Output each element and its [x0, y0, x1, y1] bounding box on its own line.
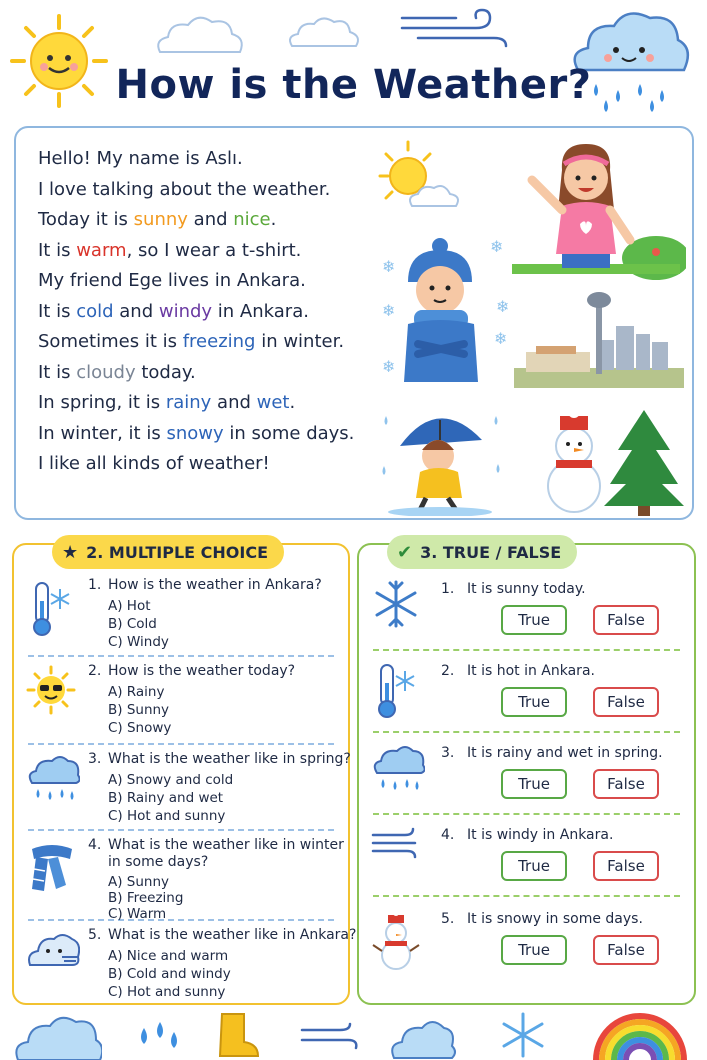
- false-button[interactable]: False: [593, 935, 659, 965]
- wind-icon: [371, 825, 421, 861]
- true-false-panel: [357, 543, 696, 1005]
- question-number: 5.: [88, 927, 102, 943]
- weather-keyword: cloudy: [76, 361, 136, 383]
- story-text-segment: I like all kinds of weather!: [38, 453, 270, 474]
- question-divider: [28, 829, 334, 831]
- true-button[interactable]: True: [501, 935, 567, 965]
- true-false-heading: [387, 535, 577, 569]
- story-text-segment: I love talking about the weather.: [38, 178, 331, 200]
- question-divider: [28, 919, 334, 921]
- answer-option[interactable]: A) Hot: [108, 598, 151, 614]
- snowflake-icon: [498, 1010, 548, 1060]
- story-line: [38, 297, 354, 328]
- story-text-segment: and: [211, 392, 257, 413]
- statement-divider: [373, 895, 680, 897]
- girl-waving-illustration: [506, 140, 686, 280]
- story-text-segment: In winter, it is: [38, 422, 167, 444]
- question-text: [108, 927, 356, 944]
- answer-option[interactable]: C) Hot and sunny: [108, 808, 226, 824]
- story-text-segment: in some days.: [223, 422, 355, 444]
- cloud-icon: [150, 10, 250, 60]
- weather-keyword: wet: [256, 392, 290, 413]
- story-line: [38, 419, 354, 450]
- story-panel: [14, 126, 694, 520]
- rain-cloud-icon: [371, 743, 425, 793]
- weather-keyword: freezing: [182, 331, 256, 352]
- story-line: [38, 327, 354, 358]
- girl-umbrella-illustration: [378, 396, 508, 516]
- story-text-segment: .: [270, 209, 277, 230]
- answer-option[interactable]: B) Rainy and wet: [108, 790, 224, 806]
- story-text-segment: in winter.: [255, 331, 345, 352]
- mc-question: [14, 749, 351, 829]
- svg-text:❄: ❄: [382, 301, 396, 320]
- svg-text:❄: ❄: [490, 237, 504, 256]
- statement-number: 5.: [441, 911, 455, 927]
- page-title: How is the Weather?: [115, 62, 592, 108]
- story-text-segment: It is: [38, 361, 77, 383]
- question-text: [108, 663, 295, 680]
- boy-winter-illustration: [378, 232, 518, 392]
- statement-number: 4.: [441, 827, 455, 843]
- wind-icon: [398, 4, 518, 54]
- multiple-choice-heading: [52, 535, 284, 569]
- tf-statement: [359, 659, 694, 729]
- story-line: [38, 388, 354, 419]
- answer-option[interactable]: B) Cold: [108, 616, 157, 632]
- question-text-line: What is the weather like in spring?: [108, 751, 351, 767]
- story-text-segment: It is: [38, 239, 77, 261]
- story-text-segment: It is: [38, 300, 77, 322]
- story-text-segment: Hello! My name is Aslı.: [38, 148, 243, 169]
- snowman-icon: [371, 909, 421, 971]
- story-text-segment: .: [289, 392, 296, 413]
- answer-option[interactable]: C) Hot and sunny: [108, 984, 226, 1000]
- story-text-segment: , so I wear a t-shirt.: [126, 239, 302, 261]
- story-text: [38, 144, 354, 480]
- heading-label: 3. TRUE / FALSE: [420, 542, 562, 562]
- statement-text: It is windy in Ankara.: [467, 827, 614, 843]
- story-text-segment: My friend Ege lives in Ankara.: [38, 270, 306, 291]
- statement-number: 2.: [441, 663, 455, 679]
- question-text-line: What is the weather like in winter: [108, 837, 344, 853]
- statement-text: It is sunny today.: [467, 581, 586, 597]
- svg-text:❄: ❄: [382, 357, 396, 376]
- svg-text:❄: ❄: [496, 297, 510, 316]
- answer-option[interactable]: B) Freezing: [108, 890, 184, 906]
- statement-text: It is snowy in some days.: [467, 911, 643, 927]
- story-line: [38, 358, 354, 389]
- question-divider: [28, 743, 334, 745]
- cloud-icon: [388, 1014, 458, 1060]
- tf-statement: [359, 741, 694, 811]
- question-text: [108, 837, 344, 871]
- cloud-icon: [12, 1010, 102, 1060]
- question-divider: [28, 655, 334, 657]
- mc-question: [14, 661, 348, 741]
- weather-keyword: warm: [76, 239, 127, 261]
- checkmark-icon: ✔: [397, 541, 413, 563]
- weather-keyword: cold: [76, 300, 114, 322]
- ankara-city-illustration: [506, 286, 692, 396]
- story-line: [38, 175, 354, 206]
- question-text-line: How is the weather in Ankara?: [108, 577, 322, 593]
- answer-option[interactable]: A) Rainy: [108, 684, 165, 700]
- weather-keyword: snowy: [166, 422, 224, 444]
- question-number: 3.: [88, 751, 102, 767]
- snowman-tree-illustration: [538, 406, 684, 516]
- tf-statement: [359, 907, 694, 977]
- sun-sunglasses-icon: [26, 665, 76, 715]
- story-line: [38, 205, 354, 236]
- wind-icon: [300, 1018, 360, 1052]
- false-button[interactable]: False: [593, 851, 659, 881]
- true-button[interactable]: True: [501, 687, 567, 717]
- answer-option[interactable]: A) Snowy and cold: [108, 772, 234, 788]
- false-button[interactable]: False: [593, 687, 659, 717]
- true-button[interactable]: True: [501, 605, 567, 635]
- question-number: 1.: [88, 577, 102, 593]
- statement-text: It is rainy and wet in spring.: [467, 745, 663, 761]
- false-button[interactable]: False: [593, 769, 659, 799]
- snowflake-icon: [371, 579, 421, 629]
- statement-divider: [373, 813, 680, 815]
- answer-option[interactable]: C) Warm: [108, 906, 167, 922]
- tf-statement: [359, 823, 694, 893]
- true-button[interactable]: True: [501, 851, 567, 881]
- raindrops-icon: [134, 1018, 184, 1058]
- true-button[interactable]: True: [501, 769, 567, 799]
- question-text: [108, 751, 351, 768]
- story-line: [38, 449, 354, 480]
- answer-option[interactable]: C) Snowy: [108, 720, 172, 736]
- story-text-segment: today.: [135, 361, 196, 383]
- story-line: [38, 266, 354, 297]
- story-text-segment: and: [187, 209, 234, 230]
- mc-question: [14, 925, 357, 1005]
- sun-cloud-icon: [372, 138, 462, 218]
- rainbow-icon: [590, 1006, 690, 1060]
- statement-text: It is hot in Ankara.: [467, 663, 595, 679]
- story-text-segment: and: [113, 300, 159, 322]
- svg-text:❄: ❄: [494, 329, 508, 348]
- answer-option[interactable]: C) Windy: [108, 634, 169, 650]
- weather-keyword: nice: [233, 209, 271, 230]
- question-text-line: in some days?: [108, 854, 209, 870]
- story-text-segment: Today it is: [38, 209, 134, 230]
- thermometer-snowflake-icon: [26, 579, 70, 639]
- answer-option[interactable]: A) Sunny: [108, 874, 170, 890]
- story-line: [38, 144, 354, 175]
- thermometer-snowflake-icon: [371, 661, 415, 721]
- heading-label: 2. MULTIPLE CHOICE: [86, 542, 269, 562]
- statement-number: 3.: [441, 745, 455, 761]
- question-text-line: What is the weather like in Ankara?: [108, 927, 357, 943]
- answer-option[interactable]: A) Nice and warm: [108, 948, 229, 964]
- statement-number: 1.: [441, 581, 455, 597]
- scarf-icon: [26, 839, 76, 895]
- rain-boot-icon: [216, 1012, 260, 1060]
- answer-option[interactable]: B) Sunny: [108, 702, 170, 718]
- story-text-segment: in Ankara.: [212, 300, 309, 322]
- story-line: [38, 236, 354, 267]
- cloud-icon: [284, 12, 364, 52]
- weather-keyword: windy: [158, 300, 213, 322]
- tf-statement: [359, 577, 694, 647]
- question-number: 4.: [88, 837, 102, 853]
- question-text: [108, 577, 322, 594]
- false-button[interactable]: False: [593, 605, 659, 635]
- story-text-segment: Sometimes it is: [38, 331, 183, 352]
- answer-option[interactable]: B) Cold and windy: [108, 966, 231, 982]
- multiple-choice-panel: [12, 541, 357, 1005]
- weather-keyword: sunny: [133, 209, 188, 230]
- mc-question: [14, 835, 348, 922]
- mc-question: [14, 575, 348, 655]
- statement-divider: [373, 731, 680, 733]
- statement-divider: [373, 649, 680, 651]
- question-text-line: How is the weather today?: [108, 663, 296, 679]
- svg-text:❄: ❄: [382, 257, 396, 276]
- star-icon: ★: [62, 541, 79, 563]
- wind-cloud-icon: [26, 929, 80, 975]
- question-number: 2.: [88, 663, 102, 679]
- weather-keyword: rainy: [165, 392, 212, 413]
- rain-cloud-icon: [26, 753, 80, 803]
- story-text-segment: In spring, it is: [38, 392, 166, 413]
